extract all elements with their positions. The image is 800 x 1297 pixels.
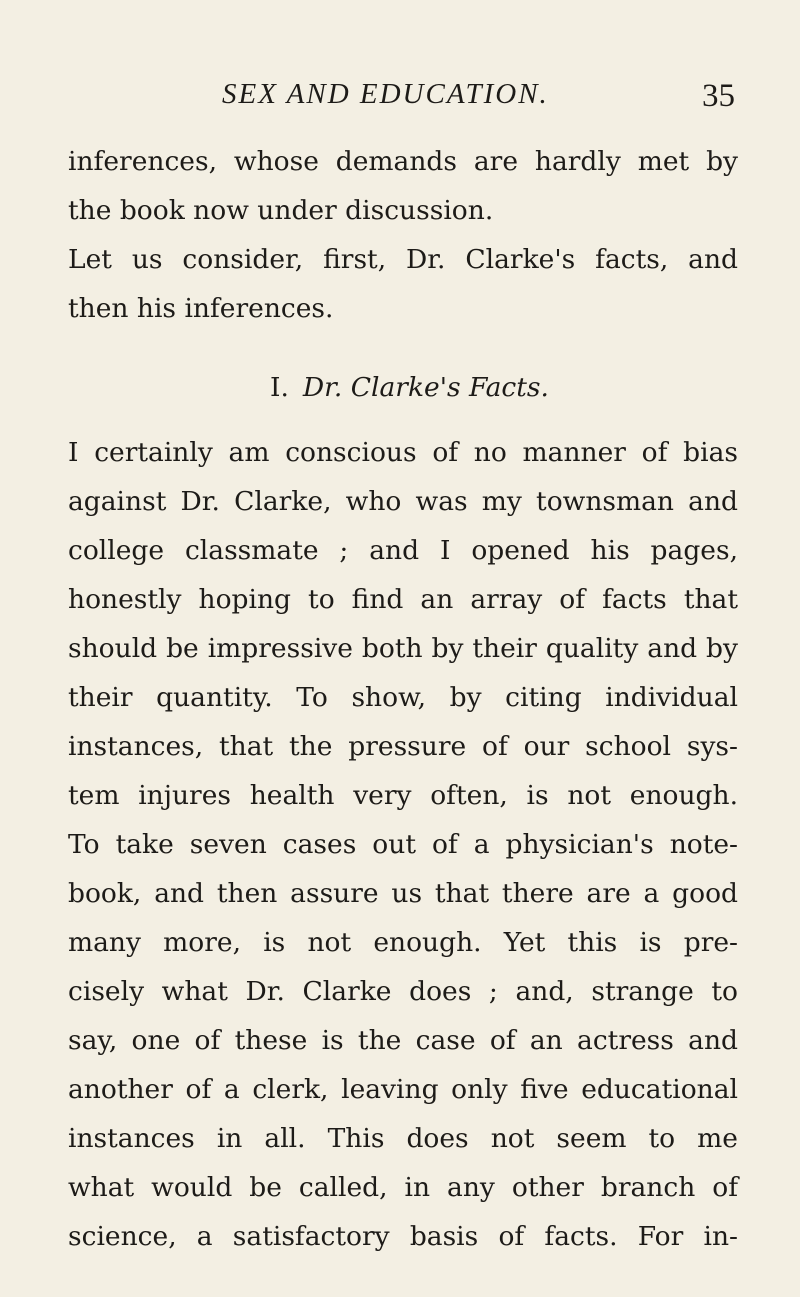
section-title: Dr. Clarke's Facts. — [302, 372, 549, 403]
text-line: against Dr. Clarke, who was my townsman and — [68, 486, 738, 517]
text-line: tem injures health very often, is not enough. — [68, 780, 738, 811]
text-line: To take seven cases out of a physician's note- — [68, 829, 738, 860]
text-line: I certainly am conscious of no manner of bias — [68, 437, 738, 468]
text-line: should be impressive both by their quality and by — [68, 633, 738, 664]
text-line: book, and then assure us that there are a good — [68, 878, 738, 909]
text-line: inferences, whose demands are hardly met by — [68, 146, 738, 177]
text-line: what would be called, in any other branch of — [68, 1172, 738, 1203]
text-line: instances in all. This does not seem to me — [68, 1123, 738, 1154]
text-line: then his inferences. — [68, 293, 334, 324]
text-line: cisely what Dr. Clarke does ; and, strange to — [68, 976, 738, 1007]
running-head: SEX AND EDUCATION. — [222, 78, 549, 110]
section-numeral: I. — [270, 372, 289, 403]
text-line: honestly hoping to find an array of facts that — [68, 584, 738, 615]
section-heading — [270, 368, 549, 408]
text-line: another of a clerk, leaving only five educational — [68, 1074, 738, 1105]
text-line: instances, that the pressure of our school sys- — [68, 731, 738, 762]
text-line: science, a satisfactory basis of facts. For in- — [68, 1221, 738, 1252]
text-line: many more, is not enough. Yet this is pre- — [68, 927, 738, 958]
text-line: Let us consider, first, Dr. Clarke's facts, and — [68, 244, 738, 275]
text-line: their quantity. To show, by citing individual — [68, 682, 738, 713]
text-line: college classmate ; and I opened his pages, — [68, 535, 738, 566]
text-line: say, one of these is the case of an actress and — [68, 1025, 738, 1056]
text-line: the book now under discussion. — [68, 195, 494, 226]
page-number: 35 — [702, 78, 735, 114]
